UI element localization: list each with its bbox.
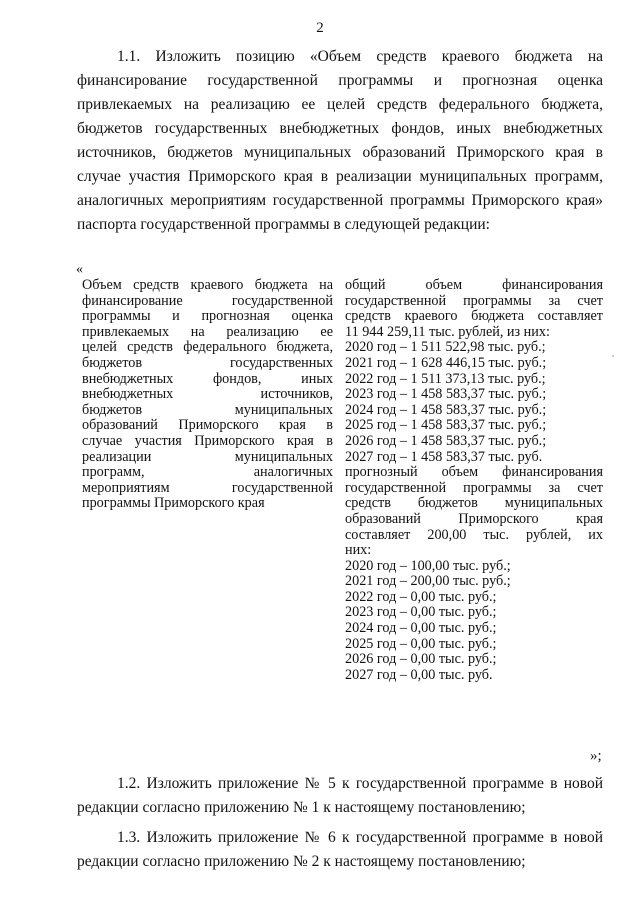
intro-line: финансирование государственной программы и прогнозная оценка xyxy=(77,72,603,89)
scan-speck xyxy=(612,355,614,357)
intro-line: паспорта государственной программы в следующей редакции: xyxy=(77,216,490,233)
page-number: 2 xyxy=(316,20,324,36)
left-column-line: программ, аналогичных xyxy=(82,464,333,481)
right-column-line: государственной программы за счет xyxy=(345,292,603,309)
right-column-line: общий объем финансирования xyxy=(345,277,603,293)
right-column-line: 2021 год – 200,00 тыс. руб.; xyxy=(345,573,511,590)
left-column-line: Объем средств краевого бюджета на xyxy=(82,277,333,293)
right-column-line: 2026 год – 0,00 тыс. руб.; xyxy=(345,651,497,668)
right-column-line: 2020 год – 1 511 522,98 тыс. руб.; xyxy=(345,339,546,356)
right-column-line: образований Приморского края xyxy=(345,510,603,527)
intro-paragraph xyxy=(77,45,603,237)
right-column-line: 2023 год – 0,00 тыс. руб.; xyxy=(345,604,497,621)
left-column-line: финансирование государственной xyxy=(82,292,333,309)
right-column-line: 2021 год – 1 628 446,15 тыс. руб.; xyxy=(345,354,547,371)
left-column-line: реализации муниципальных xyxy=(82,448,333,465)
opening-quote: « xyxy=(76,262,83,277)
right-column-line: 11 944 259,11 тыс. рублей, из них: xyxy=(345,323,550,340)
left-column-line: бюджетов муниципальных xyxy=(82,401,333,418)
intro-line: привлекаемых на реализацию ее целей средств федерального бюджета, xyxy=(77,96,603,113)
right-column-line: средств бюджетов муниципальных xyxy=(345,495,603,512)
intro-line: случае участия Приморского края в реализации муниципальных программ, xyxy=(77,168,603,185)
intro-line: источников, бюджетов муниципальных образований Приморского края в xyxy=(77,144,603,161)
left-column-line: мероприятиям государственной xyxy=(82,479,333,496)
paragraph-line: 1.2. Изложить приложение № 5 к государственной программе в новой xyxy=(117,775,603,792)
right-column-line: 2024 год – 1 458 583,37 тыс. руб.; xyxy=(345,401,547,418)
right-column-line: прогнозный объем финансирования xyxy=(345,464,603,481)
left-column-line: случае участия Приморского края в xyxy=(82,432,333,449)
right-column-line: 2023 год – 1 458 583,37 тыс. руб.; xyxy=(345,386,547,403)
right-column-line: 2022 год – 0,00 тыс. руб.; xyxy=(345,588,497,605)
left-column-line: бюджетов государственных xyxy=(82,354,333,371)
paragraph-line: 1.3. Изложить приложение № 6 к государственной программе в новой xyxy=(117,829,603,846)
intro-line: бюджетов государственных внебюджетных фондов, иных внебюджетных xyxy=(77,120,603,137)
right-column-line: государственной программы за счет xyxy=(345,479,603,496)
paragraph-line: редакции согласно приложению № 1 к настоящему постановлению; xyxy=(77,799,526,816)
right-column-line: средств краевого бюджета составляет xyxy=(345,308,603,325)
right-column-line: 2025 год – 1 458 583,37 тыс. руб.; xyxy=(345,417,547,434)
right-column-line: 2027 год – 0,00 тыс. руб. xyxy=(345,666,493,683)
paragraph-line: редакции согласно приложению № 2 к настоящему постановлению; xyxy=(77,853,526,870)
left-column-line: внебюджетных источников, xyxy=(82,386,333,403)
left-column-line: внебюджетных фондов, иных xyxy=(82,370,333,387)
passport-table xyxy=(82,278,604,738)
left-column-line: программы Приморского края xyxy=(82,495,265,512)
right-column-line: них: xyxy=(345,542,372,559)
right-column-line: 2025 год – 0,00 тыс. руб.; xyxy=(345,635,497,652)
right-column-line: 2020 год – 100,00 тыс. руб.; xyxy=(345,557,511,574)
right-column-line: 2026 год – 1 458 583,37 тыс. руб.; xyxy=(345,432,547,449)
paragraph-1-3 xyxy=(77,826,603,874)
closing-quote: »; xyxy=(590,748,602,764)
right-column-line: 2027 год – 1 458 583,37 тыс. руб. xyxy=(345,448,543,465)
table-left-column xyxy=(82,278,333,512)
left-column-line: программы и прогнозная оценка xyxy=(82,308,333,325)
paragraph-1-2 xyxy=(77,772,603,820)
intro-line: 1.1. Изложить позицию «Объем средств краевого бюджета на xyxy=(117,48,603,65)
left-column-line: привлекаемых на реализацию ее xyxy=(82,323,333,340)
right-column-line: составляет 200,00 тыс. рублей, их xyxy=(345,526,603,543)
left-column-line: образований Приморского края в xyxy=(82,417,333,434)
left-column-line: целей средств федерального бюджета, xyxy=(82,339,333,356)
right-column-line: 2024 год – 0,00 тыс. руб.; xyxy=(345,620,497,637)
right-column-line: 2022 год – 1 511 373,13 тыс. руб.; xyxy=(345,370,546,387)
table-right-column xyxy=(345,278,603,683)
intro-line: аналогичных мероприятиям государственной программы Приморского края» xyxy=(77,192,603,209)
